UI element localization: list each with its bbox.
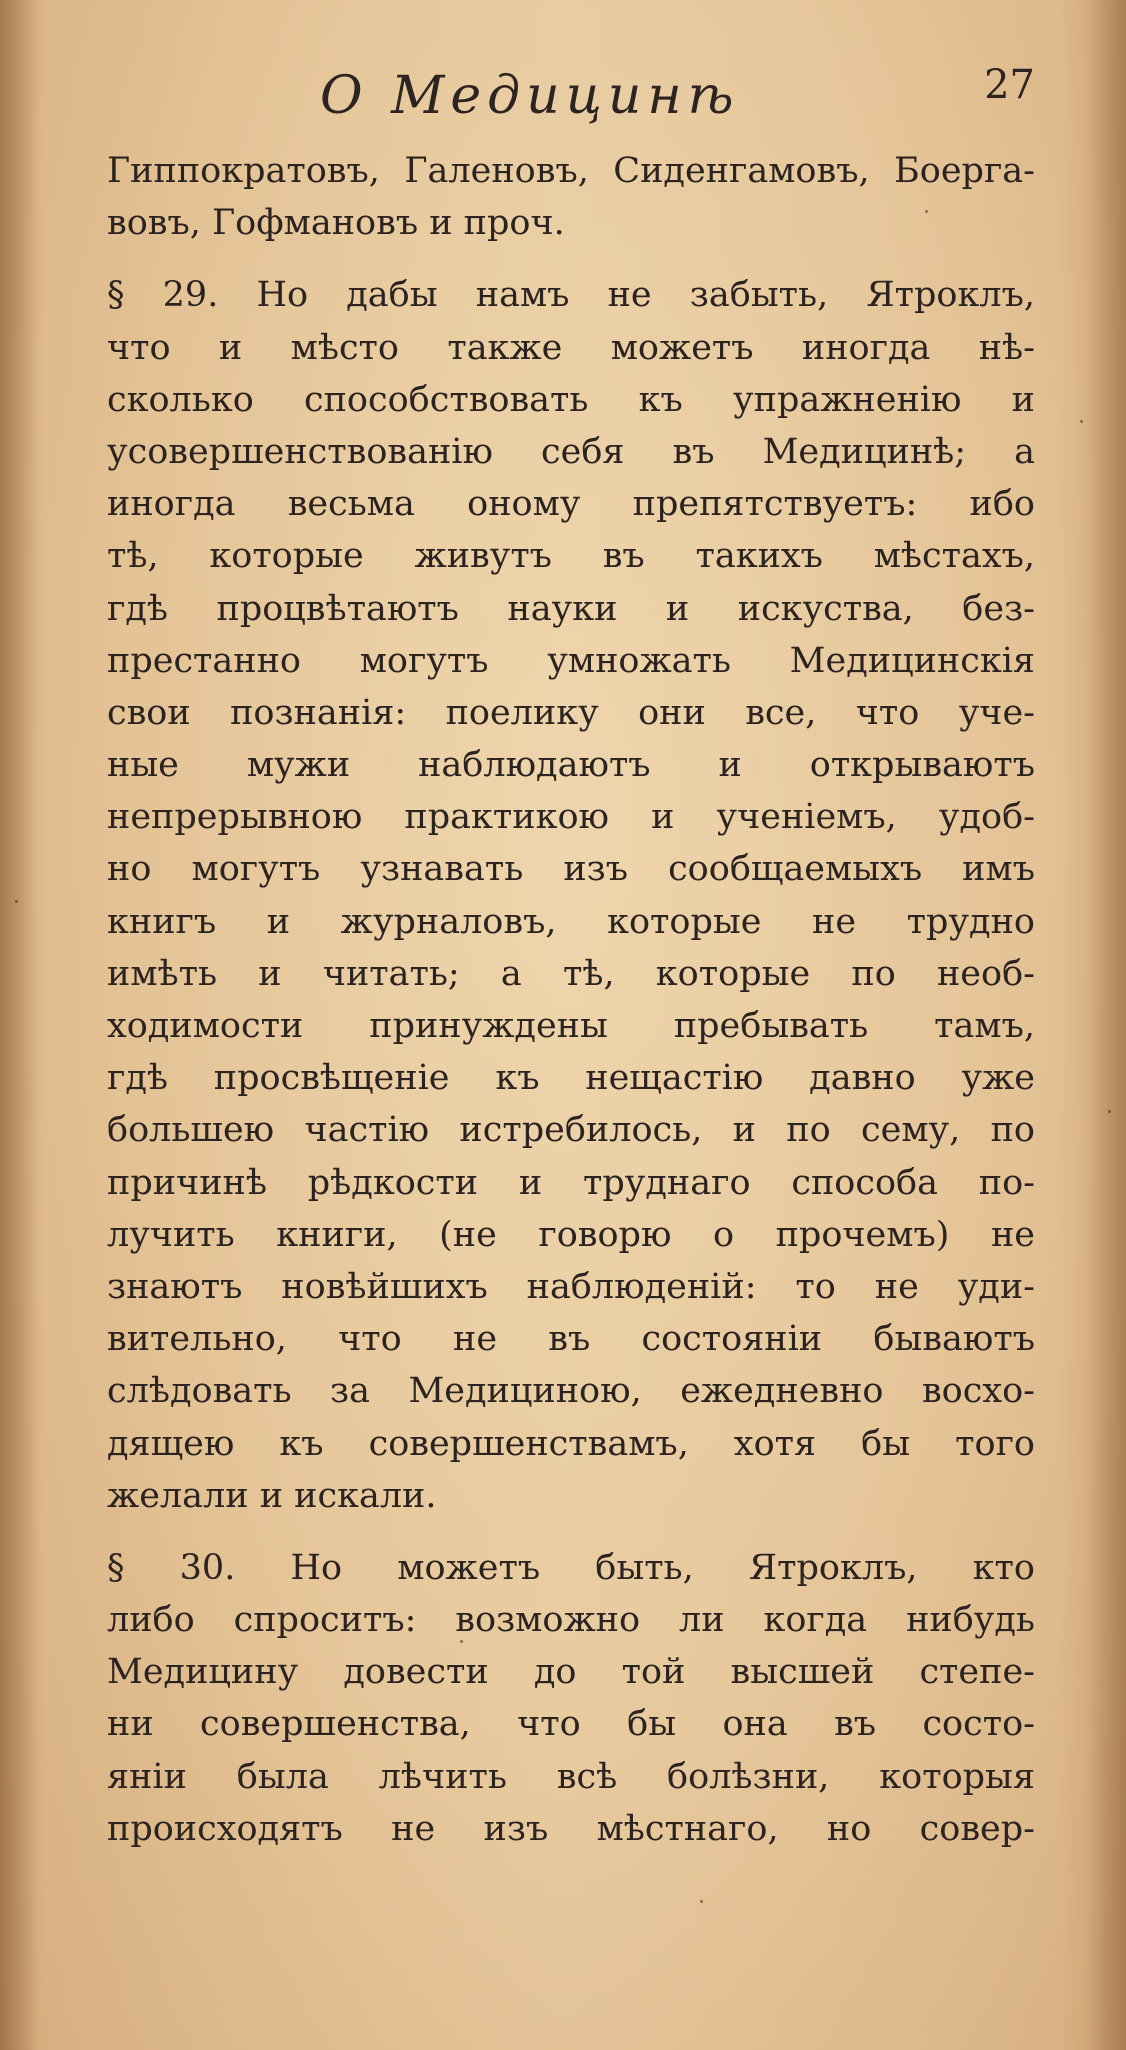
paper-speck: [925, 210, 928, 213]
text-line: лучить книги, (не говорю о прочемъ) не: [107, 1214, 1035, 1255]
paragraph-29-first-line: § 29. Но дабы намъ не забыть, Ятроклъ,: [107, 275, 1035, 316]
text-line: причинѣ рѣдкости и труднаго способа по-: [107, 1162, 1035, 1203]
paragraph-gap: [107, 1522, 1035, 1542]
running-title: О Медицинѣ: [320, 66, 740, 126]
left-edge-shadow: [0, 0, 38, 2050]
text-line: свои познанія: поелику они все, что уче-: [107, 692, 1035, 733]
text-line: Гиппократовъ, Галеновъ, Сиденгамовъ, Боерга-: [107, 151, 1035, 191]
text-line: большею частію истребилось, и по сему, по: [107, 1110, 1035, 1151]
text-line: но могутъ узнавать изъ сообщаемыхъ имъ: [107, 849, 1035, 890]
paper-speck: [700, 1900, 703, 1903]
text-line: престанно могутъ умножать Медицинскія: [107, 640, 1035, 681]
paper-speck: [1108, 1110, 1111, 1113]
text-line: либо спроситъ: возможно ли когда нибудь: [107, 1600, 1035, 1641]
text-line: книгъ и журналовъ, которые не трудно: [107, 901, 1035, 942]
paper-speck: [15, 900, 18, 903]
text-line: происходятъ не изъ мѣстнаго, но совер-: [107, 1808, 1035, 1849]
text-line: знаютъ новѣйшихъ наблюденій: то не уди-: [107, 1266, 1035, 1307]
text-line: Медицину довести до той высшей степе-: [107, 1652, 1035, 1693]
text-line: ные мужи наблюдаютъ и открываютъ: [107, 745, 1035, 786]
text-line: дящею къ совершенствамъ, хотя бы того: [107, 1423, 1035, 1464]
text-line: усовершенствованію себя въ Медицинѣ; а: [107, 431, 1035, 472]
page-header: [110, 62, 1035, 132]
text-line: гдѣ процвѣтаютъ науки и искуства, без-: [107, 588, 1035, 629]
paragraph-gap: [107, 249, 1035, 269]
text-line: вовъ, Гофмановъ и проч.: [107, 203, 565, 244]
body-text: [107, 145, 1035, 1855]
paragraph-30-first-line: § 30. Но можетъ быть, Ятроклъ, кто: [107, 1547, 1035, 1588]
text-line: непрерывною практикою и ученіемъ, удоб-: [107, 797, 1035, 838]
text-line: слѣдовать за Медициною, ежедневно восхо-: [107, 1371, 1035, 1412]
text-line: ходимости принуждены пребывать тамъ,: [107, 1006, 1035, 1046]
paper-speck: [460, 1640, 463, 1643]
text-line: яніи была лѣчить всѣ болѣзни, которыя: [107, 1756, 1035, 1797]
text-line: вительно, что не въ состояніи бываютъ: [107, 1319, 1035, 1360]
text-line: тѣ, которые живутъ въ такихъ мѣстахъ,: [107, 536, 1035, 577]
page-number: 27: [984, 62, 1035, 108]
text-line: иногда весьма оному препятствуетъ: ибо: [107, 484, 1035, 525]
text-line: ни совершенства, что бы она въ состо-: [107, 1704, 1035, 1745]
text-line: что и мѣсто также можетъ иногда нѣ-: [107, 327, 1035, 368]
right-edge-shadow: [1086, 0, 1126, 2050]
text-line: гдѣ просвѣщеніе къ нещастію давно уже: [107, 1058, 1035, 1099]
paper-speck: [1080, 420, 1083, 423]
text-line: желали и искали.: [107, 1475, 437, 1516]
text-line: сколько способствовать къ упражненію и: [107, 379, 1035, 420]
text-line: имѣть и читать; а тѣ, которые по необ-: [107, 953, 1035, 994]
